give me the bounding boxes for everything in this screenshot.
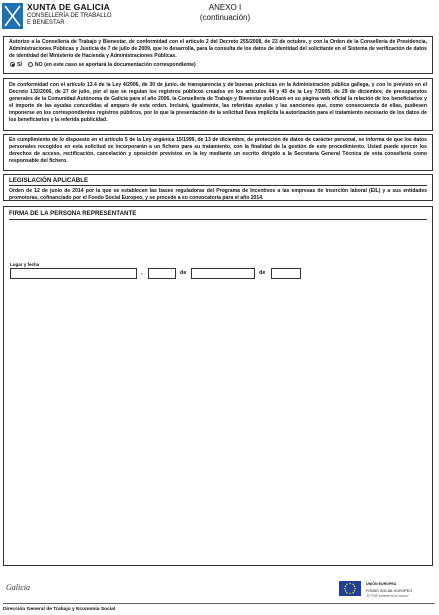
signature-divider (9, 219, 427, 220)
place-date-label: Lugar y fecha (10, 262, 40, 267)
day-field[interactable] (148, 268, 176, 279)
comma-separator: , (141, 270, 143, 276)
authorization-options (4, 60, 432, 68)
place-field[interactable] (10, 268, 137, 279)
transparency-box (3, 78, 433, 131)
data-protection-text: En cumplimiento de lo dispuesto en el artículo 5 de la Ley orgánica 15/1999, de 13 de diciembre, de protección de datos de carácter personal, se informa de que los datos personales recogidos en esta solicitud se incorporarán a un fichero para su tratamiento, con la finalidad de la gestión de este procedimiento. Usted puede ejercer los derechos de acceso, rectificación, cancelación y oposición previstos en la ley mediante un escrito dirigido a la Secretaría General Técnica de esta consellería como responsable del fichero. (9, 137, 427, 164)
month-field[interactable] (191, 268, 255, 279)
signature-title: FIRMA DE LA PERSONA REPRESENTANTE (9, 210, 137, 217)
annex-title: ANEXO I (208, 3, 242, 12)
department-line-2: E BENESTAR (27, 20, 65, 26)
de-label-1: de (180, 270, 187, 276)
eu-slogan: "El FSE invierte en tu futuro" (366, 594, 409, 598)
legislation-box (3, 174, 433, 201)
footer-divider (3, 603, 435, 604)
org-name: XUNTA DE GALICIA (27, 2, 111, 12)
radio-yes-label: SÍ (17, 61, 22, 68)
data-protection-box (3, 134, 433, 171)
xunta-logo-icon (2, 3, 23, 29)
authorization-box (3, 36, 433, 74)
legislation-title: LEGISLACIÓN APLICABLE (9, 177, 89, 184)
legislation-text: Orden de 12 de junio de 2014 por la que se establecen las bases reguladoras del Programa de Incentivos a las empresas de Inserción laboral (EIL) y a sus entidades promotoras, cofinanciado por el Fondo Social Europeo, y se procede a su convocatoria para el año 2014. (9, 188, 427, 201)
year-field[interactable] (271, 268, 301, 279)
radio-no[interactable] (28, 62, 33, 67)
eu-fund-label: FONDO SOCIAL EUROPEO (366, 589, 412, 593)
radio-no-label: NO (en este caso se aportará la documentación correspondiente) (34, 61, 196, 68)
galicia-logo: Galicia (6, 583, 30, 592)
authorization-text: Autorizo a la Consellería de Trabajo y Bienestar, de conformidad con el artículo 2 del Decreto 255/2008, de 23 de octubre, y con la Orden de la Consellería de Presidencia, Administraciones Públicas y Justicia de 7 de julio de 2009, que lo desarrolla, para la consulta de los datos de identidad del solicitante en el Sistema de verificación de datos de identidad del Ministerio de Hacienda y Administraciones Públicas. (9, 39, 427, 59)
eu-union-label: UNIÓN EUROPEA (366, 582, 397, 586)
radio-yes[interactable] (10, 62, 15, 67)
annex-subtitle: (continuación) (199, 13, 251, 22)
transparency-text: De conformidad con el artículo 13.4 de la Ley 4/2006, de 30 de junio, de transparencia y de buenas prácticas en la Administración pública gallega, y con lo previsto en el Decreto 132/2006, de 27 de julio, por el que se regulan los registros públicos creados en los artículos 44 y 45 de la Ley 7/2005, de 29 de diciembre, de presupuestos generales de la Comunidad Autónoma de Galicia para el año 2006, la Consellería de Trabajo y Bienestar publicará en su página web oficial la relación de los beneficiarios y el importe de las ayudas concedidas al amparo de esta orden. Incluirá, igualmente, las referidas ayudas y las sanciones que, como consecuencia de ellas, pudiesen imponerse en los correspondientes registros públicos, por lo que la presentación de la solicitud lleva implícita la autorización para el tratamiento necesario de los datos de los beneficiarios y la referida publicidad. (9, 82, 427, 123)
eu-flag-icon (339, 581, 361, 596)
department-line-1: CONSELLERÍA DE TRABALLO (27, 13, 112, 19)
signature-box (3, 206, 433, 566)
de-label-2: de (259, 270, 266, 276)
direction-general-label: Dirección General de Trabajo y Economía Social (3, 607, 116, 612)
annex-heading (180, 3, 270, 23)
